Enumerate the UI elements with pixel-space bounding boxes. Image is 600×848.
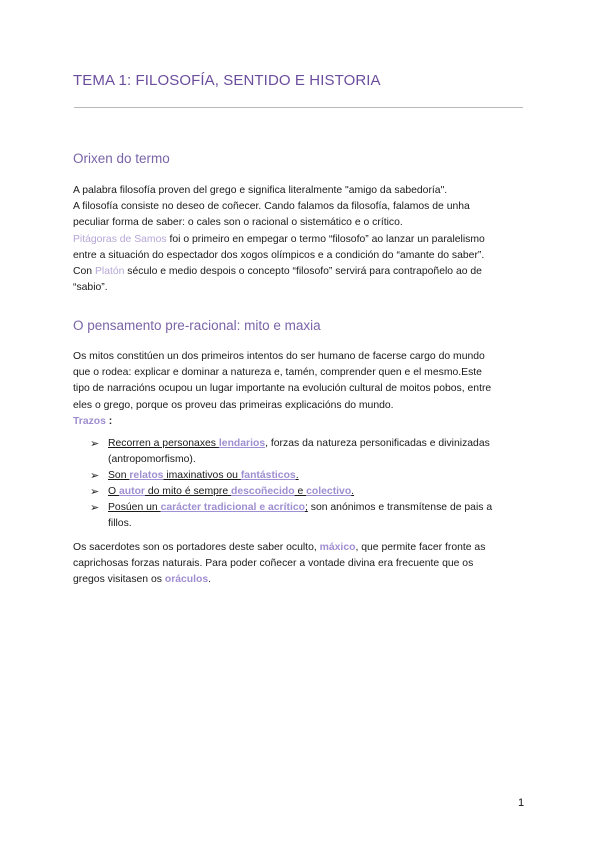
text-line: A palabra filosofía proven del grego e significa literalmente "amigo da sabedoría". [73,185,448,196]
text-line: entre a situación do espectador dos xogos olímpicos e a condición do “amante do saber”. [73,249,485,261]
paragraph-sacerdotes [73,540,523,589]
section-heading-orixen: Orixen do termo [73,151,170,166]
text-line: Os mitos constitúen un dos primeiros intentos do ser humano de facerse cargo do mundo [73,351,485,362]
page-number: 1 [518,797,525,809]
arrow-bullet-icon: ➢ [90,470,100,482]
text-fragment: imaxinativos ou [163,470,241,481]
keyword: descoñecido [231,486,295,497]
text-line [73,264,523,280]
list-item [90,484,530,500]
keyword: lendarios [218,438,266,449]
text-line [73,232,523,248]
text-fragment: son anónimos e transmítense de pais a [307,502,493,513]
list-item [90,436,530,468]
text-line: peculiar forma de saber: o cales son o racional o sistemático e o crítico. [73,217,403,229]
page-title: TEMA 1: FILOSOFÍA, SENTIDO E HISTORIA [73,72,381,89]
text-fragment: O [108,486,119,497]
text-fragment: Recorren a personaxes [108,438,219,449]
arrow-bullet-icon: ➢ [90,486,100,498]
text-line [73,540,523,556]
text-fragment: fillos. [108,518,132,529]
paragraph-mitos [73,349,523,430]
list-item [90,500,530,532]
text-line: eles o grego, porque os proveu das primeiras explicacións do mundo. [73,399,394,411]
text-fragment: e [294,486,307,497]
text-fragment: . [295,470,299,481]
text-fragment: Os sacerdotes son os portadores deste saber oculto, [73,542,320,553]
text-line: que o rodea: explicar e dominar a natureza e, tamén, comprender quen e el mesmo.Este [73,367,482,379]
text-fragment: foi o primeiro en empegar o termo “filosofo” ao lanzar un paralelismo [166,233,485,245]
keyword: oráculos [164,574,209,586]
text-line: “sabio”. [73,282,108,294]
text-line: tipo de narracións ocupou un lugar importante na evolución cultural de moitos pobos, entre [73,383,492,395]
paragraph-orixen [73,183,523,296]
section-heading-pensamento: O pensamento pre-racional: mito e maxia [73,318,321,333]
text-fragment: ; [304,502,308,513]
text-fragment: Posúen un [108,502,161,513]
text-line: A filosofía consiste no deseo de coñecer. Cando falamos da filosofía, falamos de unha [73,201,470,213]
arrow-bullet-icon: ➢ [90,438,100,450]
trazos-list [90,436,530,532]
list-item [90,468,530,484]
text-fragment: (antropomorfismo). [108,454,196,465]
keyword: máxico [319,542,356,553]
keyword: colectivo [306,486,352,497]
text-line [73,572,523,588]
text-fragment: Son [108,470,130,481]
text-fragment: do mito é sempre [144,486,232,497]
title-divider [74,107,523,108]
text-fragment: . [208,574,212,586]
keyword: autor [118,486,145,497]
trazos-label: Trazos [73,415,106,427]
text-fragment: , que permite facer fronte as [355,542,486,553]
keyword: carácter tradicional e acrítico [160,502,305,513]
text-fragment: gregos visitasen os [73,574,165,586]
text-fragment: século e medio despois o concepto “filosofo” servirá para contrapoñelo ao de [124,266,482,278]
keyword: fantásticos [240,470,296,481]
text-line: caprichosas forzas naturais. Para poder coñecer a vontade divina era frecuente que os [73,558,474,570]
arrow-bullet-icon: ➢ [90,502,100,514]
link-platon[interactable]: Platón [94,266,125,278]
text-fragment: Con [73,266,95,278]
text-fragment: , forzas da natureza personificadas e divinizadas [265,438,490,449]
text-line [73,414,523,430]
trazos-colon: : [105,415,113,427]
keyword: relatos [129,470,164,481]
link-pitagoras[interactable]: Pitágoras de Samos [73,233,167,245]
text-fragment: . [351,486,355,497]
